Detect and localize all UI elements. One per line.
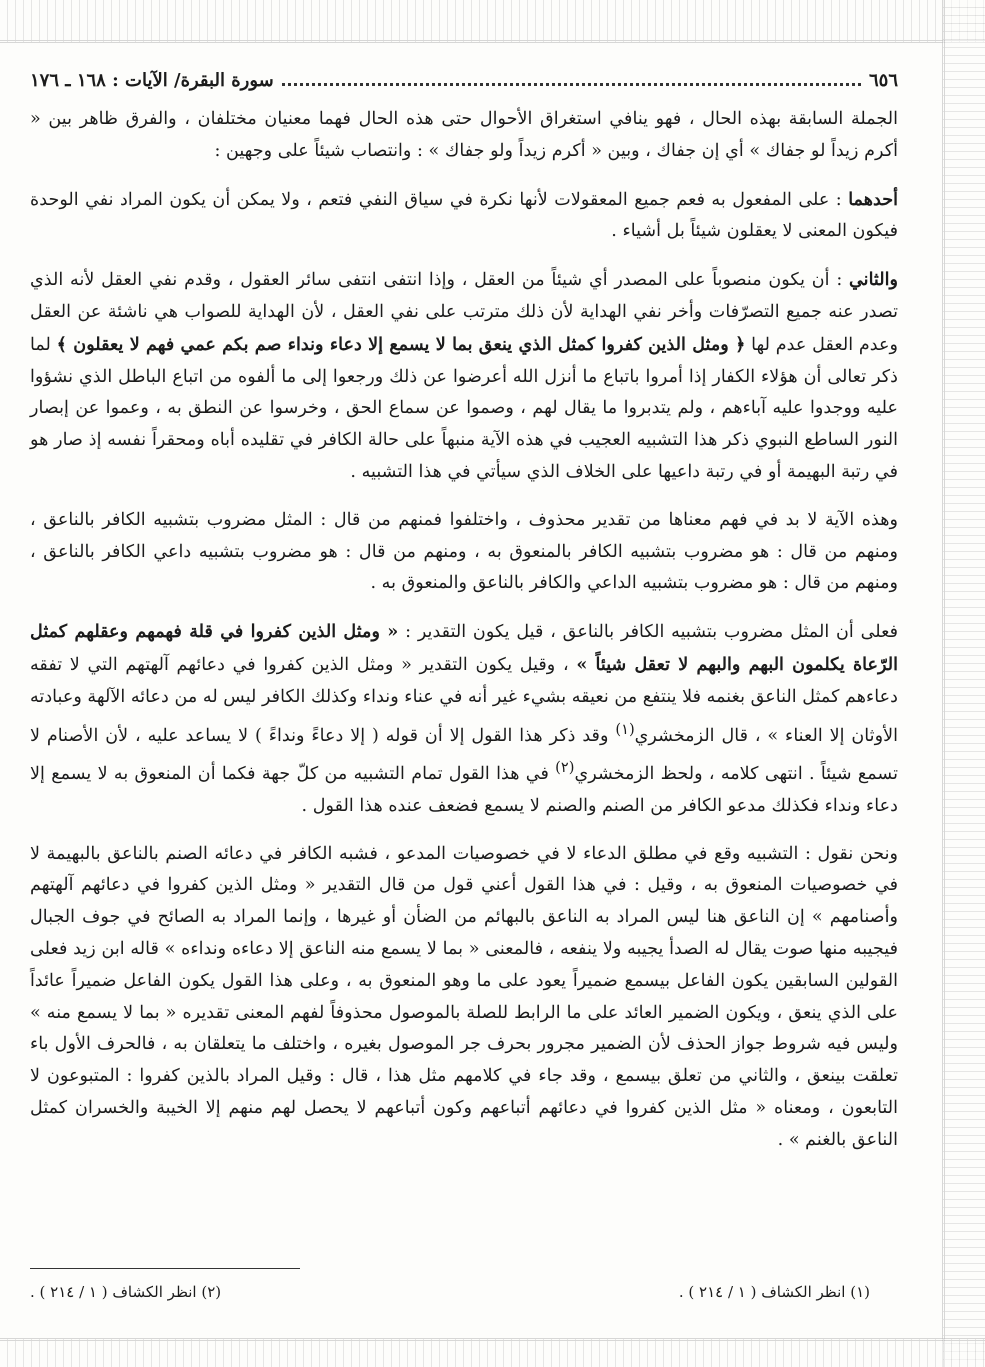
quran-verse: ﴿ ومثل الذين كفروا كمثل الذي ينعق بما لا يسمع إلا دعاء ونداء صم بكم عمي فهم لا يعقلون ﴾ xyxy=(56,333,746,355)
page-border-top xyxy=(0,0,985,43)
footnote-ref-2: (٢) xyxy=(555,759,575,777)
paragraph-1 xyxy=(30,104,898,168)
footnote-separator xyxy=(30,1268,300,1269)
paragraph-6 xyxy=(30,839,898,1157)
page-number: ٦٥٦ xyxy=(868,70,898,91)
footnote-2: (٢) انظر الكشاف ( ١ / ٢١٤ ) . xyxy=(30,1283,222,1301)
paragraph-4 xyxy=(30,505,898,600)
paragraph-5-quote: « ومثل الذين كفروا في قلة فهمهم وعقلهم كمثل الرّعاة يكلمون البهم والبهم لا تعقل شيئاً » xyxy=(30,621,898,675)
running-title: سورة البقرة/ الآيات : ١٦٨ ـ ١٧٦ xyxy=(30,70,274,91)
paragraph-2-text: : على المفعول به فعم جميع المعقولات لأنها نكرة في سياق النفي فتعم ، ولا يمكن أن يكون المراد نفي الوحدة فيكون المعنى لا يعقلون شيئاً بل أشياء . xyxy=(30,189,898,242)
page-border-right xyxy=(942,0,985,1367)
paragraph-3-text-b: لما ذكر تعالى أن هؤلاء الكفار إذا أمروا باتباع ما أنزل الله أعرضوا عن ذلك ورجعوا إلى ما ألفوه من اتباع الباطل الذي نشؤوا عليه ووجدوا عليه آباءهم ، ولم يتدبروا ما يقال لهم ، وصموا عن سماع الحق ، وخرسوا عن النطق به ، وعموا عن إبصار النور الساطع النبوي ذكر هذا التشبيه العجيب في هذه الآية منبهاً على حالة الكافر في تقليده أباه ومحقراً نفسه إذ صار هو في رتبة البهيمة أو في رتبة داعيها على الخلاف الذي سيأتي في هذا التشبيه . xyxy=(30,334,898,482)
paragraph-5-text-d: في هذا القول تمام التشبيه من كلّ جهة فكما أن المنعوق به لا يسمع إلا دعاء ونداء فكذلك مدعو الكافر من الصنم والصنم لا يسمع فضعف عنده هذا القول . xyxy=(30,764,898,816)
paragraph-1-text: الجملة السابقة بهذه الحال ، فهو ينافي استغراق الأحوال حتى هذه الحال فهما معنيان مختلفان ، والفرق ظاهر بين « أكرم زيداً لو جفاك » أي إن جفاك ، وبين « أكرم زيداً ولو جفاك » : وانتصاب شيئاً على وجهين : xyxy=(30,109,898,161)
paragraph-6-text: ونحن نقول : التشبيه وقع في مطلق الدعاء لا في خصوصيات المدعو ، فشبه الكافر في دعائه الصنم بالناعق بالبهيمة لا في خصوصيات المنعوق به ، وقيل : في هذا القول أعني قول من قال التقدير « ومثل الذين كفروا في دعائهم آلهتهم وأصنامهم » إن الناعق هنا ليس المراد به الناعق بالبهائم من الضأن أو غيرها ، وإنما المراد به الصائح في جوف الجبال فيجيبه منها صوت يقال له الصدأ يجيبه ولا ينفعه ، فالمعنى « بما لا يسمع منه الناعق إلا دعاءه ونداءه » قاله ابن زيد فعلى القولين السابقين يكون الفاعل بيسمع ضميراً يعود على ما وهو المنعوق به ، وعلى هذا القول يكون الفاعل ضميراً عائداً على الذي ينعق ، ويكون الضمير العائد على ما الرابط للصلة بالموصول محذوفاً لفهم المعنى تقديره « بما لا يسمع منه » وليس فيه شروط جواز الحذف لأن الضمير مجرور بحرف جر الموصول بغيره ، واختلف ما يتعلقان به ، فالحرف الأول باء تعلقت بينعق ، والثاني من تعلق بيسمع ، وقد جاء في كلامهم مثل هذا ، قال : وقيل المراد بالذين كفروا : المتبوعون لا التابعون ، ومعناه « مثل الذين كفروا في دعائهم أتباعهم وكون أتباعهم لا يحصل لهم منهم إلا الخيبة والخسران كمثل الناعق بالغنم » . xyxy=(30,843,898,1150)
paragraph-5-text-c: وقد ذكر هذا القول إلا أن قوله ( إلا دعاءً ونداءً ) لا يساعد عليه ، لأن الأصنام لا تسمع شيئاً . انتهى كلامه ، ولحظ الزمخشري xyxy=(30,725,898,785)
header-leader-dots xyxy=(282,71,861,86)
footnote-1: (١) انظر الكشاف ( ١ / ٢١٤ ) . xyxy=(678,1283,870,1301)
paragraph-5-text-a: فعلى أن المثل مضروب بتشبيه الكافر بالناعق ، قيل يكون التقدير : xyxy=(398,622,898,643)
paragraph-2-lead: أحدهما xyxy=(848,188,898,210)
paragraph-3 xyxy=(30,264,898,489)
page-border-bottom xyxy=(0,1338,985,1367)
running-header xyxy=(30,70,898,98)
paragraph-5 xyxy=(30,616,898,823)
paragraph-3-text-a: : أن يكون منصوباً على المصدر أي شيئاً من العقل ، وإذا انتفى انتفى سائر العقول ، وقدم نفي العقل لأنه الذي تصدر عنه جميع التصرّفات وأخر نفي الهداية لأن ذلك مترتب على نفي العقل ، لأن الهداية للصواب هي ناشئة عن العقل وعدم العقل عدم لها xyxy=(30,270,898,355)
footnotes xyxy=(30,1283,870,1301)
paragraph-2 xyxy=(30,184,898,249)
paragraph-3-lead: والثاني xyxy=(849,269,898,291)
paragraph-5-text-b: ، وقيل يكون التقدير « ومثل الذين كفروا في دعائهم آلهتهم التي لا تفقه دعاءهم كمثل الناعق بغنمه فلا ينتفع من نعيقه بشيء غير أنه في عناء ونداء وكذلك الكافر ليس له من دعائه الآلهة وعبادته الأوثان إلا العناء » ، قال الزمخشري xyxy=(30,654,898,746)
footnote-ref-1: (١) xyxy=(615,720,635,738)
page-body xyxy=(30,70,898,1173)
paragraph-4-text: وهذه الآية لا بد في فهم معناها من تقدير محذوف ، واختلفوا فمنهم من قال : المثل مضروب بتشبيه الكافر بالناعق ، ومنهم من قال : هو مضروب بتشبيه الكافر بالمنعوق به ، ومنهم من قال : هو مضروب بتشبيه داعي الكافر بالناعق ، ومنهم من قال : هو مضروب بتشبيه الداعي والكافر بالناعق والمنعوق به . xyxy=(30,509,898,594)
